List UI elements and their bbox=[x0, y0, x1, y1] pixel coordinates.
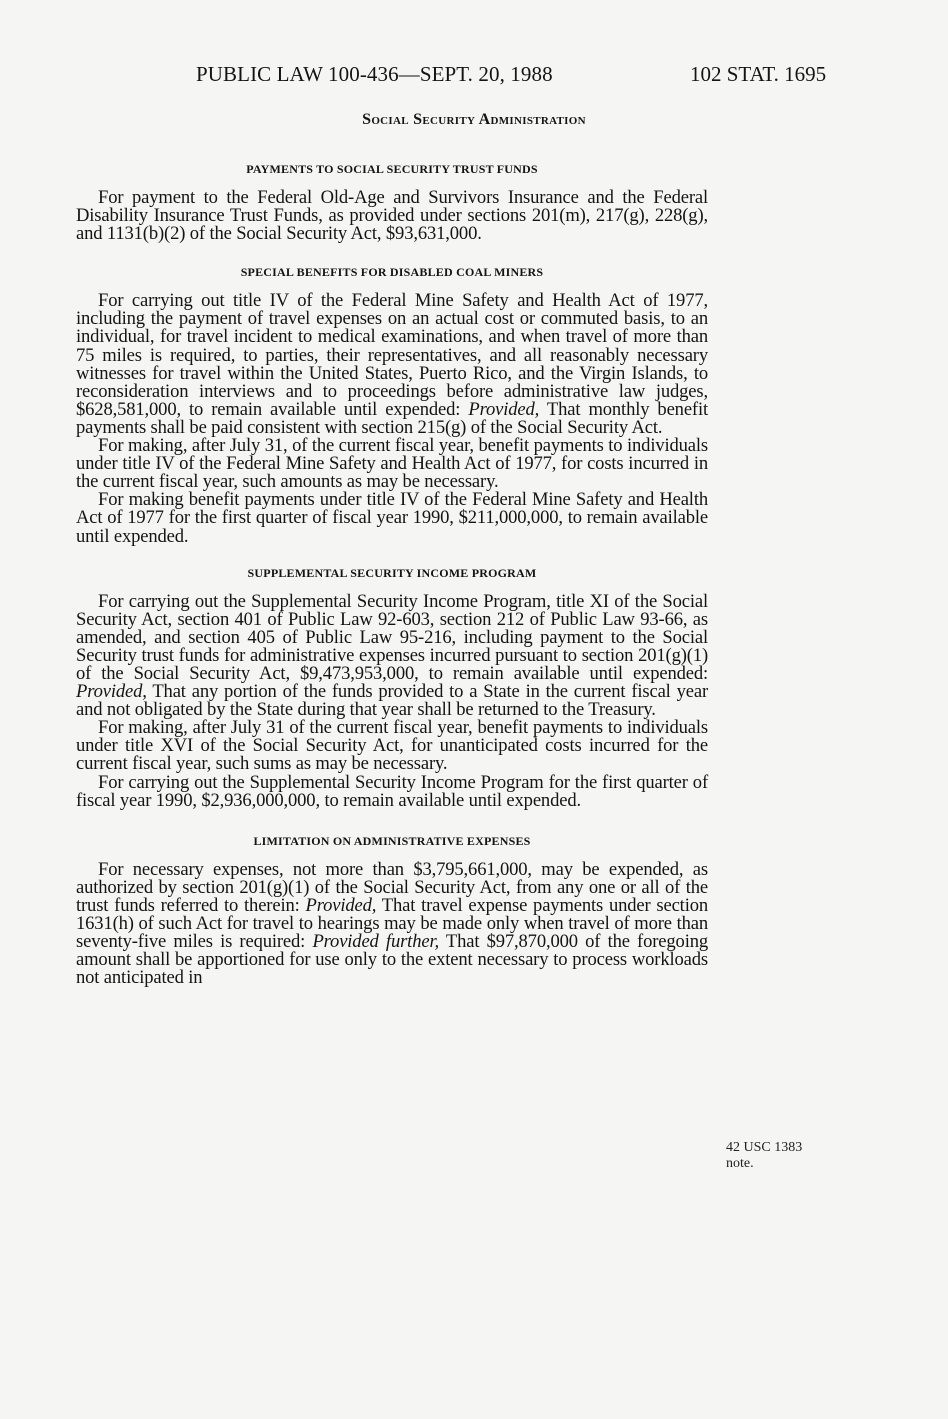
paragraph: For carrying out the Supplemental Security Income Program, title XI of the Social Security Act, section 401 of Public Law 92-603, section 212 of Public Law 93-66, as amended, and section 405 of Public Law 95-216, including payment to the Social Security trust funds for administrative expenses incurred pursuant to section 201(g)(1) of the Social Security Act, $9,473,953,000, to remain available until expended: Provided, That any portion of the funds provided to a State in the current fiscal year and not obligated by the State during that year shall be returned to the Treasury. bbox=[76, 590, 708, 721]
proviso-italic: Provided, bbox=[305, 894, 377, 916]
paragraph: For necessary expenses, not more than $3,795,661,000, may be expended, as authorized by section 201(g)(1) of the Social Security Act, from any one or all of the trust funds referred to therein: Provided, That travel expense payments under section 1631(h) of such Act for travel to hearings may be made only when travel of more than seventy-five miles is required: Provided further, That $97,870,000 of the foregoing amount shall be apportioned for use only to the extent necessary to process workloads not anticipated in bbox=[76, 858, 709, 989]
paragraph: For carrying out the Supplemental Security Income Program for the first quarter of fiscal year 1990, $2,936,000,000, to remain available until expended. bbox=[76, 771, 708, 811]
margin-note bbox=[726, 1140, 802, 1172]
margin-note-suffix: note. bbox=[726, 1156, 754, 1171]
paragraph: For making, after July 31 of the current fiscal year, benefit payments to individuals under title XVI of the Social Security Act, for unanticipated costs incurred for the current fiscal year, such sums as may be necessary. bbox=[76, 717, 708, 775]
section-heading-ssi-program: SUPPLEMENTAL SECURITY INCOME PROGRAM bbox=[247, 565, 537, 580]
paragraph: For making, after July 31, of the current fiscal year, benefit payments to individuals under title IV of the Federal Mine Safety and Health Act of 1977, for costs incurred in the current fiscal year, such amounts as may be necessary. bbox=[76, 435, 708, 493]
page-header bbox=[0, 62, 948, 92]
public-law-citation: PUBLIC LAW 100-436—SEPT. 20, 1988 bbox=[196, 62, 553, 86]
paragraph: For making benefit payments under title IV of the Federal Mine Safety and Health Act of 1977 for the first quarter of fiscal year 1990, $211,000,000, to remain available until expended. bbox=[76, 489, 708, 547]
section-heading-coal-miners: SPECIAL BENEFITS FOR DISABLED COAL MINERS bbox=[240, 265, 544, 280]
statute-page-number: 102 STAT. 1695 bbox=[690, 62, 827, 86]
paragraph: For carrying out title IV of the Federal Mine Safety and Health Act of 1977, including the payment of travel expenses on an actual cost or commuted basis, to an individual, for travel incident to medical examinations, and when travel of more than 75 miles is required, to parties, their representatives, and all reasonably necessary witnesses for travel within the United States, Puerto Rico, and the Virgin Islands, to reconsideration interviews and to proceedings before administrative law judges, $628,581,000, to remain available until expended: Provided, That monthly benefit payments shall be paid consistent with section 215(g) of the Social Security Act. bbox=[76, 290, 709, 438]
paragraph: For payment to the Federal Old-Age and Survivors Insurance and the Federal Disability Insurance Trust Funds, as provided under sections 201(m), 217(g), 228(g), and 1131(b)(2) of the Social Security Act, $93,631,000. bbox=[76, 187, 708, 245]
proviso-italic: Provided, bbox=[468, 398, 540, 420]
proviso-italic: Provided, bbox=[76, 681, 147, 703]
section-heading-trust-funds: PAYMENTS TO SOCIAL SECURITY TRUST FUNDS bbox=[246, 162, 538, 176]
document-body bbox=[76, 148, 708, 987]
margin-note-citation: 42 USC 1383 bbox=[726, 1140, 803, 1155]
section-heading-admin-expenses: LIMITATION ON ADMINISTRATIVE EXPENSES bbox=[253, 833, 531, 848]
agency-title: Social Security Administration bbox=[362, 111, 586, 128]
proviso-further-italic: Provided further, bbox=[312, 931, 439, 953]
